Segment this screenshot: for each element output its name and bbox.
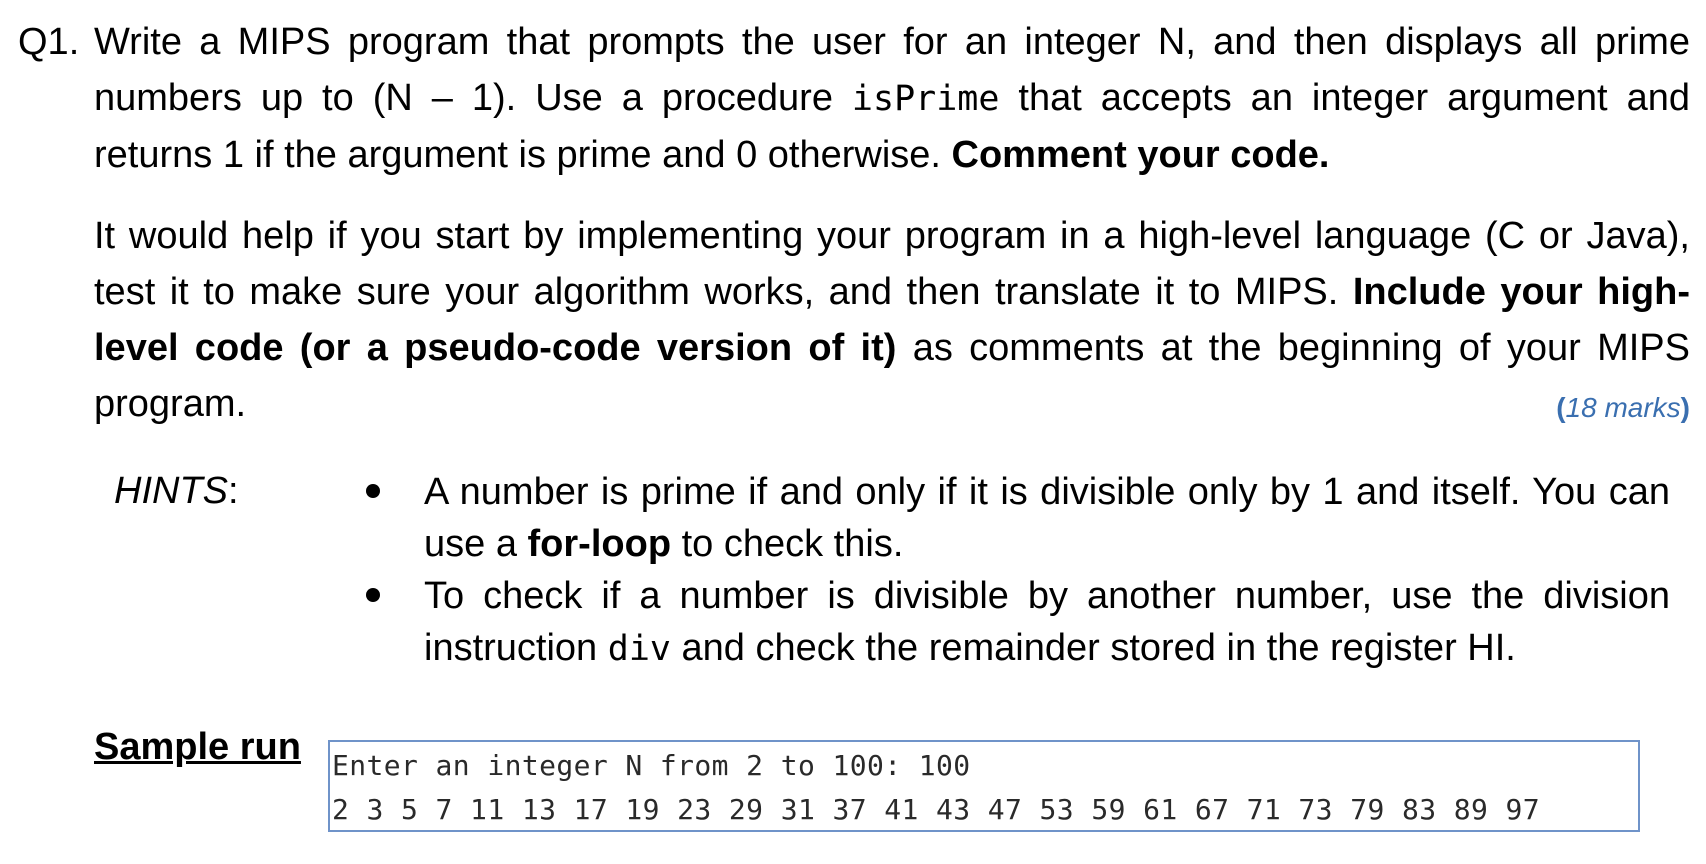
hint-text: and check the remainder stored in the register HI. — [670, 627, 1516, 669]
marks-value: 18 marks — [1565, 392, 1681, 423]
bullet-icon — [366, 588, 380, 602]
sample-run-console — [328, 740, 1640, 832]
marks-label: (18 marks) — [1556, 392, 1690, 423]
console-prompt-line: Enter an integer N from 2 to 100: 100 — [332, 749, 971, 782]
hint-text: To check if a number is divisible by another number, use the division instruction — [424, 575, 1670, 669]
hint-list — [340, 466, 1670, 675]
high-level-code-instruction: Include your high-level code (or a pseudo-code version of it) — [94, 271, 1690, 369]
bullet-icon — [366, 484, 380, 498]
console-output-line: 2 3 5 7 11 13 17 19 23 29 31 37 41 43 47 53 59 61 67 71 73 79 83 89 97 — [332, 793, 1541, 826]
div-instruction-code: div — [607, 629, 671, 669]
hints-label-text: HINTS — [114, 470, 228, 512]
question-paragraph-1 — [94, 14, 1690, 183]
hint-keyword: for-loop — [527, 523, 672, 565]
question-text: that accepts an integer argument and returns 1 if the argument is prime and 0 otherwise. — [94, 77, 1690, 176]
guidance-text: as comments at the beginning of your MIPS program. — [94, 327, 1690, 425]
hint-text: A number is prime if and only if it is divisible only by 1 and itself. You can use a — [424, 471, 1670, 565]
hint-item — [340, 466, 1670, 570]
procedure-name-code: isPrime — [851, 79, 1000, 119]
hint-text: to check this. — [671, 523, 904, 565]
hints-heading: HINTS: — [114, 470, 239, 512]
sample-run-heading: Sample run — [94, 726, 301, 768]
hint-item — [340, 570, 1670, 675]
question-text: Write a MIPS program that prompts the user for an integer N, and then displays all prime numbers up to (N – 1). Use a procedure — [94, 21, 1690, 119]
comment-instruction: Comment your code. — [951, 134, 1330, 176]
guidance-text: It would help if you start by implementing your program in a high-level language (C or Java), test it to make sure your algorithm works, and then translate it to MIPS. — [94, 215, 1690, 313]
question-paragraph-2 — [94, 208, 1690, 432]
question-number: Q1. — [18, 21, 80, 63]
